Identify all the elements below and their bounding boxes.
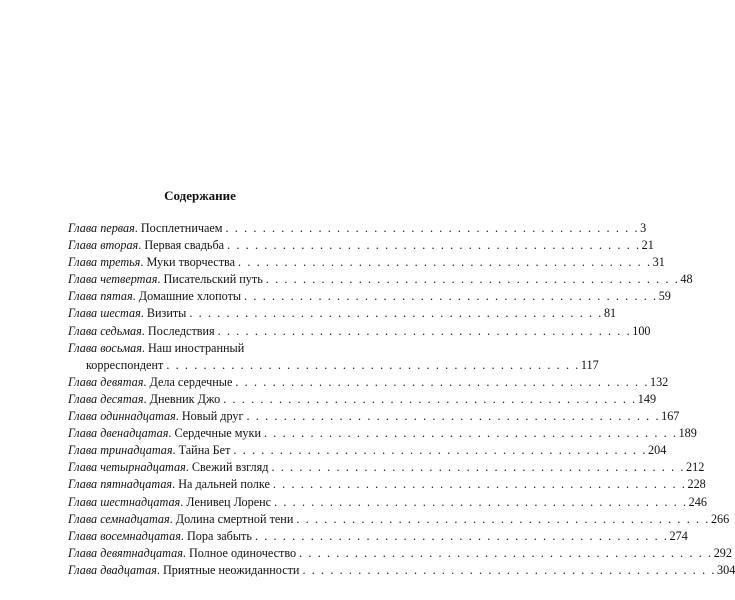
label-separator: . [156, 562, 163, 577]
toc-entry[interactable] [68, 237, 654, 254]
dot-leader: . . . . . . . . . . . . . . . . . . . . . . . . . . . . . . . . . . . . . . . . . . . . . [271, 460, 686, 475]
toc-entry[interactable] [68, 374, 669, 391]
dot-leader: . . . . . . . . . . . . . . . . . . . . . . . . . . . . . . . . . . . . . . . . . . . . . [217, 323, 632, 338]
chapter-label: Глава третья [68, 255, 141, 270]
chapter-title: Последствия [147, 323, 215, 338]
page-number: 117 [580, 357, 599, 372]
toc-entry[interactable] [68, 288, 671, 305]
page-number: 167 [661, 409, 680, 424]
label-separator: . [134, 221, 141, 235]
dot-leader: . . . . . . . . . . . . . . . . . . . . . . . . . . . . . . . . . . . . . . . . . . . . . [274, 494, 688, 509]
chapter-title: Полное одиночество [188, 545, 297, 560]
page-number: 132 [649, 374, 669, 389]
dot-leader: . . . . . . . . . . . . . . . . . . . . . . . . . . . . . . . . . . . . . . . . . . . . . [225, 221, 640, 235]
chapter-label: Глава шестая [68, 306, 141, 321]
chapter-title: Ленивец Лоренс [186, 494, 272, 509]
page-number: 274 [669, 528, 688, 543]
page-number: 59 [658, 289, 671, 304]
label-separator: . [132, 289, 139, 304]
chapter-label: Глава седьмая [68, 323, 142, 338]
chapter-label: Глава четырнадцатая [68, 460, 186, 475]
label-separator: . [169, 511, 176, 526]
toc-entry[interactable] [68, 254, 665, 271]
label-separator: . [143, 391, 150, 406]
label-separator: . [175, 409, 182, 424]
label-separator: . [141, 323, 148, 338]
toc-entry[interactable] [68, 562, 735, 579]
toc-entry[interactable] [68, 442, 667, 459]
dot-leader: . . . . . . . . . . . . . . . . . . . . . . . . . . . . . . . . . . . . . . . . . . . . . [223, 391, 637, 406]
label-separator: . [172, 443, 179, 458]
toc-entry[interactable] [68, 459, 705, 476]
chapter-title: Наш иностранный [148, 340, 245, 355]
chapter-title: Тайна Бет [178, 443, 231, 458]
chapter-title-continuation: корреспондент [86, 357, 164, 372]
chapter-title: Первая свадьба [144, 238, 225, 253]
chapter-title: Приятные неожиданности [162, 562, 300, 577]
page-number: 31 [652, 255, 665, 270]
chapter-title: Пора забыть [187, 528, 252, 543]
page-number: 100 [632, 323, 651, 338]
dot-leader: . . . . . . . . . . . . . . . . . . . . . . . . . . . . . . . . . . . . . . . . . . . . . [227, 238, 641, 253]
toc-list [68, 220, 735, 579]
label-separator: . [180, 494, 187, 509]
chapter-label: Глава семнадцатая [68, 511, 170, 526]
toc-entry[interactable] [68, 271, 693, 288]
toc-entry[interactable] [68, 391, 657, 408]
toc-entry[interactable] [68, 545, 732, 562]
chapter-title: На дальней полке [178, 477, 270, 492]
chapter-title: Дневник Джо [149, 391, 221, 406]
toc-entry[interactable] [68, 305, 617, 322]
dot-leader: . . . . . . . . . . . . . . . . . . . . . . . . . . . . . . . . . . . . . . . . . . . . . [166, 357, 580, 372]
page-number: 149 [637, 391, 657, 406]
label-separator: . [140, 306, 147, 321]
toc-entry[interactable] [68, 408, 680, 425]
dot-leader: . . . . . . . . . . . . . . . . . . . . . . . . . . . . . . . . . . . . . . . . . . . . . [296, 511, 710, 526]
chapter-title: Сердечные муки [174, 426, 261, 441]
chapter-label: Глава одиннадцатая [68, 409, 176, 424]
chapter-label: Глава тринадцатая [68, 443, 173, 458]
label-separator: . [182, 545, 189, 560]
dot-leader: . . . . . . . . . . . . . . . . . . . . . . . . . . . . . . . . . . . . . . . . . . . . . [302, 562, 717, 577]
toc-entry[interactable] [68, 220, 647, 237]
dot-leader: . . . . . . . . . . . . . . . . . . . . . . . . . . . . . . . . . . . . . . . . . . . . . [254, 528, 669, 543]
chapter-title: Писательский путь [163, 272, 263, 287]
page-number: 292 [713, 545, 732, 560]
toc-entry[interactable] [68, 340, 336, 357]
chapter-label: Глава первая [68, 221, 135, 235]
chapter-label: Глава восьмая [68, 340, 142, 355]
page-number: 48 [680, 272, 693, 287]
toc-entry[interactable] [68, 528, 688, 545]
dot-leader: . . . . . . . . . . . . . . . . . . . . . . . . . . . . . . . . . . . . . . . . . . . . . [189, 306, 603, 321]
chapter-label: Глава пятнадцатая [68, 477, 173, 492]
page-number: 228 [687, 477, 706, 492]
toc-entry[interactable] [68, 323, 651, 340]
chapter-title: Муки творчества [146, 255, 236, 270]
chapter-title: Долина смертной тени [175, 511, 294, 526]
dot-leader: . . . . . . . . . . . . . . . . . . . . . . . . . . . . . . . . . . . . . . . . . . . . . [244, 289, 658, 304]
label-separator: . [172, 477, 179, 492]
page-number: 81 [603, 306, 617, 321]
dot-leader: . . . . . . . . . . . . . . . . . . . . . . . . . . . . . . . . . . . . . . . . . . . . . [233, 443, 647, 458]
chapter-label: Глава восемнадцатая [68, 528, 181, 543]
toc-entry[interactable] [68, 425, 697, 442]
chapter-label: Глава девятнадцатая [68, 545, 183, 560]
chapter-title: Визиты [146, 306, 187, 321]
chapter-label: Глава двадцатая [68, 562, 157, 577]
page-number: 204 [648, 443, 667, 458]
toc-entry[interactable] [68, 494, 707, 511]
label-separator: . [141, 340, 148, 355]
page-number: 212 [686, 460, 705, 475]
label-separator: . [140, 255, 147, 270]
label-separator: . [185, 460, 192, 475]
chapter-label: Глава вторая [68, 238, 139, 253]
page-number: 266 [710, 511, 730, 526]
label-separator: . [138, 238, 145, 253]
chapter-label: Глава четвертая [68, 272, 158, 287]
dot-leader: . . . . . . . . . . . . . . . . . . . . . . . . . . . . . . . . . . . . . . . . . . . . . [265, 272, 680, 287]
chapter-title: Домашние хлопоты [138, 289, 242, 304]
chapter-title: Посплетничаем [140, 221, 223, 235]
toc-entry[interactable] [68, 511, 730, 528]
chapter-title: Свежий взгляд [191, 460, 269, 475]
chapter-label: Глава шестнадцатая [68, 494, 181, 509]
label-separator: . [168, 426, 175, 441]
dot-leader: . . . . . . . . . . . . . . . . . . . . . . . . . . . . . . . . . . . . . . . . . . . . . [238, 255, 652, 270]
label-separator: . [180, 528, 187, 543]
chapter-label: Глава двенадцатая [68, 426, 169, 441]
chapter-label: Глава девятая [68, 374, 144, 389]
chapter-title: Дела сердечные [149, 374, 233, 389]
chapter-label: Глава десятая [68, 391, 144, 406]
page-number: 304 [717, 562, 735, 577]
dot-leader: . . . . . . . . . . . . . . . . . . . . . . . . . . . . . . . . . . . . . . . . . . . . . [263, 426, 678, 441]
dot-leader: . . . . . . . . . . . . . . . . . . . . . . . . . . . . . . . . . . . . . . . . . . . . . [246, 409, 661, 424]
toc-entry[interactable] [68, 476, 706, 493]
dot-leader: . . . . . . . . . . . . . . . . . . . . . . . . . . . . . . . . . . . . . . . . . . . . . [235, 374, 649, 389]
chapter-title: Новый друг [181, 409, 244, 424]
page-number: 189 [678, 426, 697, 441]
label-separator: . [157, 272, 164, 287]
toc-title: Содержание [164, 188, 236, 203]
page-number: 21 [641, 238, 654, 253]
chapter-label: Глава пятая [68, 289, 133, 304]
label-separator: . [143, 374, 150, 389]
page-number: 246 [688, 494, 707, 509]
page-number: 3 [640, 221, 647, 235]
dot-leader: . . . . . . . . . . . . . . . . . . . . . . . . . . . . . . . . . . . . . . . . . . . . . [299, 545, 713, 560]
dot-leader: . . . . . . . . . . . . . . . . . . . . . . . . . . . . . . . . . . . . . . . . . . . . . [272, 477, 687, 492]
toc-entry-continuation[interactable] [68, 357, 599, 374]
